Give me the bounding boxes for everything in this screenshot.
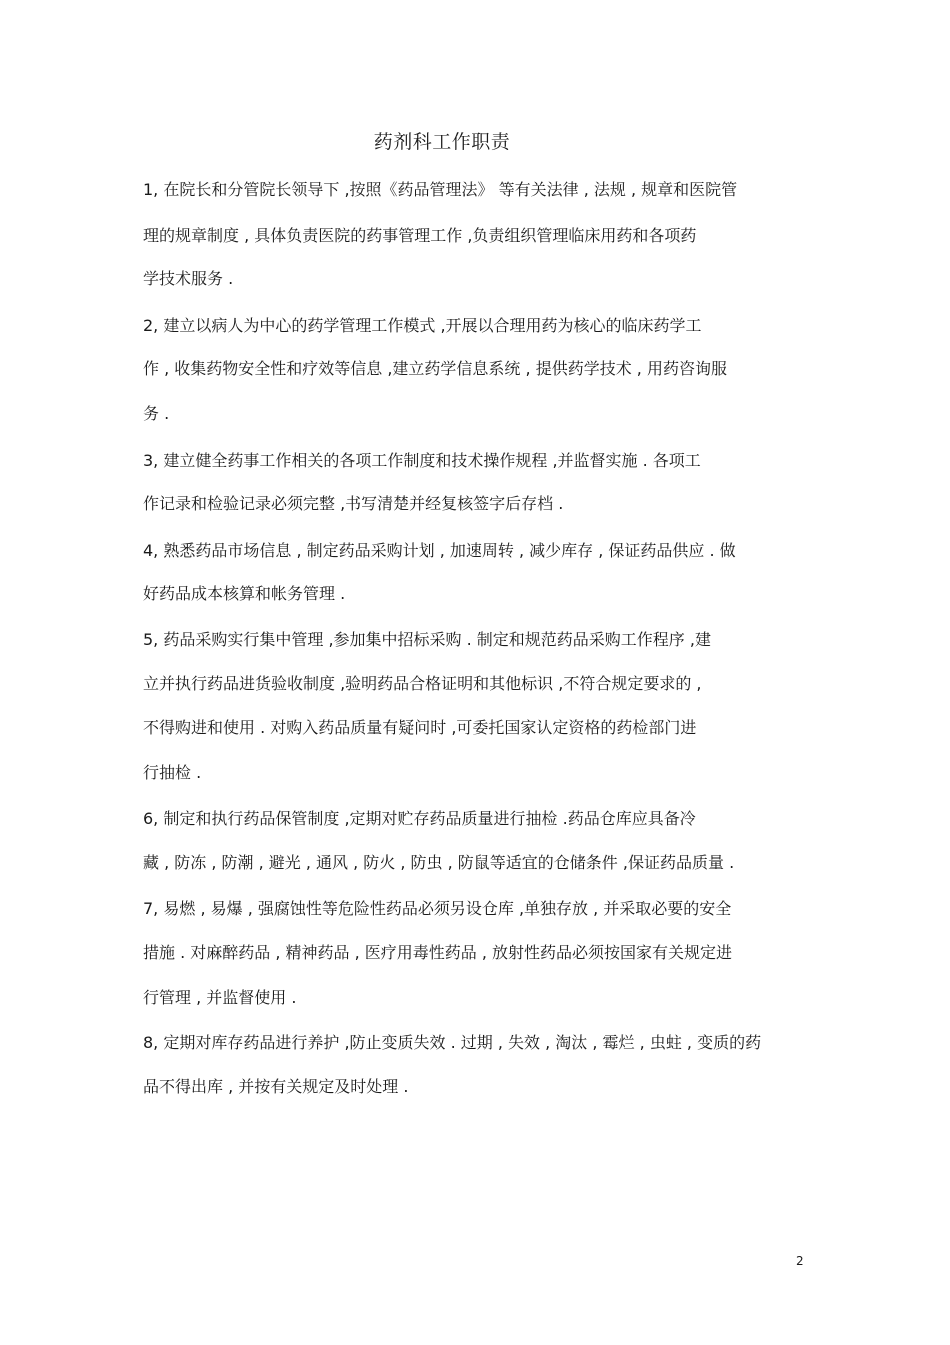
body-line: 作 , 收集药物安全性和疗效等信息 ,建立药学信息系统 , 提供药学技术 , 用药咨询服 — [143, 359, 727, 378]
body-line: 4, 熟悉药品市场信息 , 制定药品采购计划 , 加速周转 , 减少库存 , 保证药品供应 . 做 — [143, 541, 736, 560]
body-line: 理的规章制度 , 具体负责医院的药事管理工作 ,负责组织管理临床用药和各项药 — [143, 226, 697, 245]
body-line: 品不得出库 , 并按有关规定及时处理 . — [143, 1077, 409, 1096]
body-line: 好药品成本核算和帐务管理 . — [143, 584, 346, 603]
body-line: 6, 制定和执行药品保管制度 ,定期对贮存药品质量进行抽检 .药品仓库应具备冷 — [143, 809, 696, 828]
body-line: 5, 药品采购实行集中管理 ,参加集中招标采购 . 制定和规范药品采购工作程序 ,建 — [143, 630, 711, 649]
body-line: 措施 . 对麻醉药品 , 精神药品 , 医疗用毒性药品 , 放射性药品必须按国家有关规定进 — [143, 943, 733, 962]
body-line: 行管理 , 并监督使用 . — [143, 988, 297, 1007]
body-line: 7, 易燃 , 易爆 , 强腐蚀性等危险性药品必须另设仓库 ,单独存放 , 并采取必要的安全 — [143, 899, 732, 918]
page-number: 2 — [796, 1254, 804, 1268]
body-line: 1, 在院长和分管院长领导下 ,按照《药品管理法》 等有关法律 , 法规 , 规章和医院管 — [143, 180, 738, 199]
body-line: 藏 , 防冻 , 防潮 , 避光 , 通风 , 防火 , 防虫 , 防鼠等适宜的仓储条件 ,保证药品质量 . — [143, 853, 735, 872]
body-line: 立并执行药品进货验收制度 ,验明药品合格证明和其他标识 ,不符合规定要求的 , — [143, 674, 702, 693]
document-title: 药剂科工作职责 — [373, 131, 511, 153]
body-line: 行抽检 . — [143, 763, 202, 782]
body-line: 8, 定期对库存药品进行养护 ,防止变质失效 . 过期 , 失效 , 淘汰 , 霉烂 , 虫蛀 , 变质的药 — [143, 1033, 762, 1052]
body-line: 2, 建立以病人为中心的药学管理工作模式 ,开展以合理用药为核心的临床药学工 — [143, 316, 702, 335]
body-line: 学技术服务 . — [143, 269, 234, 288]
body-line: 不得购进和使用 . 对购入药品质量有疑问时 ,可委托国家认定资格的药检部门进 — [143, 718, 697, 737]
body-line: 作记录和检验记录必须完整 ,书写清楚并经复核签字后存档 . — [143, 494, 564, 513]
body-line: 务 . — [143, 404, 170, 423]
body-line: 3, 建立健全药事工作相关的各项工作制度和技术操作规程 ,并监督实施 . 各项工 — [143, 451, 701, 470]
